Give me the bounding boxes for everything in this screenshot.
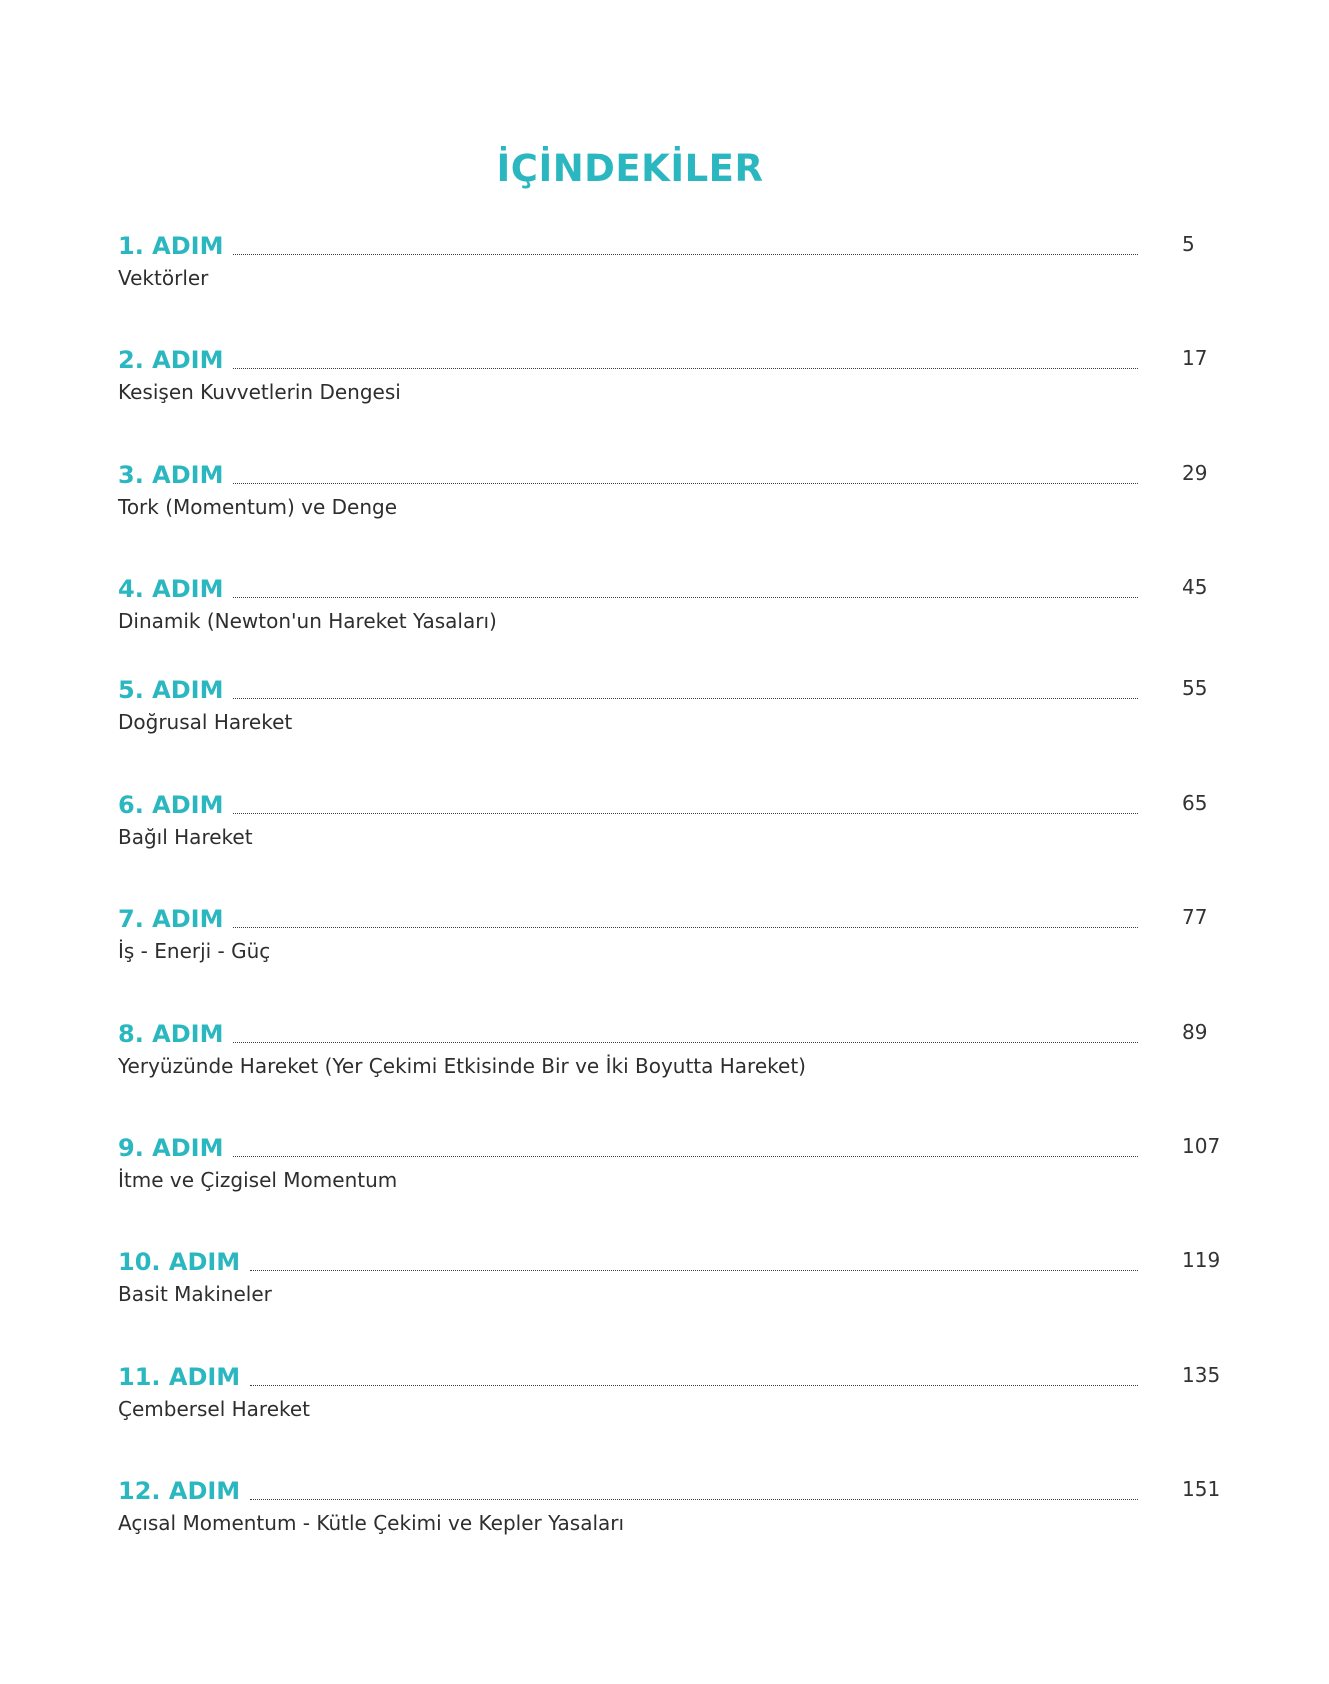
toc-entry[interactable] xyxy=(118,340,1218,420)
step-label: 2. ADIM xyxy=(118,346,224,374)
dot-leader xyxy=(233,927,1138,928)
toc-entry[interactable] xyxy=(118,899,1218,979)
chapter-title: Açısal Momentum - Kütle Çekimi ve Kepler Yasaları xyxy=(118,1511,625,1535)
page-title: İÇİNDEKİLER xyxy=(496,147,764,190)
toc-entry[interactable] xyxy=(118,1357,1221,1437)
chapter-title: Doğrusal Hareket xyxy=(118,710,293,734)
toc-entry[interactable] xyxy=(118,785,1218,865)
step-label: 10. ADIM xyxy=(118,1248,241,1276)
toc-entry-head xyxy=(118,899,1218,931)
page-number: 135 xyxy=(1182,1363,1221,1387)
step-label: 12. ADIM xyxy=(118,1477,241,1505)
toc-entry-head xyxy=(118,569,1218,601)
toc-entry-head xyxy=(118,785,1218,817)
toc-entry-head xyxy=(118,1357,1221,1391)
step-label: 9. ADIM xyxy=(118,1134,224,1162)
chapter-title: Basit Makineler xyxy=(118,1282,272,1306)
chapter-title: Yeryüzünde Hareket (Yer Çekimi Etkisinde Bir ve İki Boyutta Hareket) xyxy=(118,1054,806,1078)
page-number: 55 xyxy=(1182,676,1208,700)
dot-leader xyxy=(233,483,1138,484)
dot-leader xyxy=(233,1156,1138,1157)
step-label: 1. ADIM xyxy=(118,232,224,260)
page-number: 107 xyxy=(1182,1134,1221,1158)
step-label: 5. ADIM xyxy=(118,676,224,704)
dot-leader xyxy=(250,1385,1138,1386)
toc-entry-head xyxy=(118,1471,1221,1505)
page-number: 5 xyxy=(1182,232,1195,256)
step-label: 11. ADIM xyxy=(118,1363,241,1391)
toc-entry-head xyxy=(118,1128,1221,1162)
toc-entry[interactable] xyxy=(118,569,1218,649)
dot-leader xyxy=(250,1499,1138,1500)
toc-entry[interactable] xyxy=(118,1242,1221,1322)
dot-leader xyxy=(233,698,1138,699)
page-number: 151 xyxy=(1182,1477,1221,1501)
dot-leader xyxy=(233,597,1138,598)
toc-entry-head xyxy=(118,1242,1221,1276)
toc-entry-head xyxy=(118,1014,1218,1046)
page-number: 17 xyxy=(1182,346,1208,370)
chapter-title: Çembersel Hareket xyxy=(118,1397,311,1421)
toc-entry[interactable] xyxy=(118,226,1218,306)
toc-entry[interactable] xyxy=(118,1128,1221,1208)
step-label: 7. ADIM xyxy=(118,905,224,933)
dot-leader xyxy=(233,813,1138,814)
page-number: 45 xyxy=(1182,575,1208,599)
chapter-title: İş - Enerji - Güç xyxy=(118,939,271,963)
page-number: 119 xyxy=(1182,1248,1221,1272)
toc-entry-head xyxy=(118,340,1218,372)
chapter-title: Vektörler xyxy=(118,266,209,290)
chapter-title: Kesişen Kuvvetlerin Dengesi xyxy=(118,380,401,404)
toc-entry[interactable] xyxy=(118,1471,1221,1551)
toc-entry-head xyxy=(118,670,1218,702)
page-number: 65 xyxy=(1182,791,1208,815)
dot-leader xyxy=(250,1270,1138,1271)
chapter-title: Dinamik (Newton'un Hareket Yasaları) xyxy=(118,609,497,633)
chapter-title: İtme ve Çizgisel Momentum xyxy=(118,1168,398,1192)
toc-entry[interactable] xyxy=(118,455,1218,535)
step-label: 8. ADIM xyxy=(118,1020,224,1048)
page-number: 29 xyxy=(1182,461,1208,485)
step-label: 6. ADIM xyxy=(118,791,224,819)
page-number: 77 xyxy=(1182,905,1208,929)
page-number: 89 xyxy=(1182,1020,1208,1044)
step-label: 4. ADIM xyxy=(118,575,224,603)
dot-leader xyxy=(233,254,1138,255)
toc-entry[interactable] xyxy=(118,1014,1218,1094)
toc-entry[interactable] xyxy=(118,670,1218,750)
step-label: 3. ADIM xyxy=(118,461,224,489)
toc-entry-head xyxy=(118,226,1218,258)
chapter-title: Bağıl Hareket xyxy=(118,825,253,849)
toc-entry-head xyxy=(118,455,1218,487)
chapter-title: Tork (Momentum) ve Denge xyxy=(118,495,398,519)
dot-leader xyxy=(233,368,1138,369)
dot-leader xyxy=(233,1042,1138,1043)
